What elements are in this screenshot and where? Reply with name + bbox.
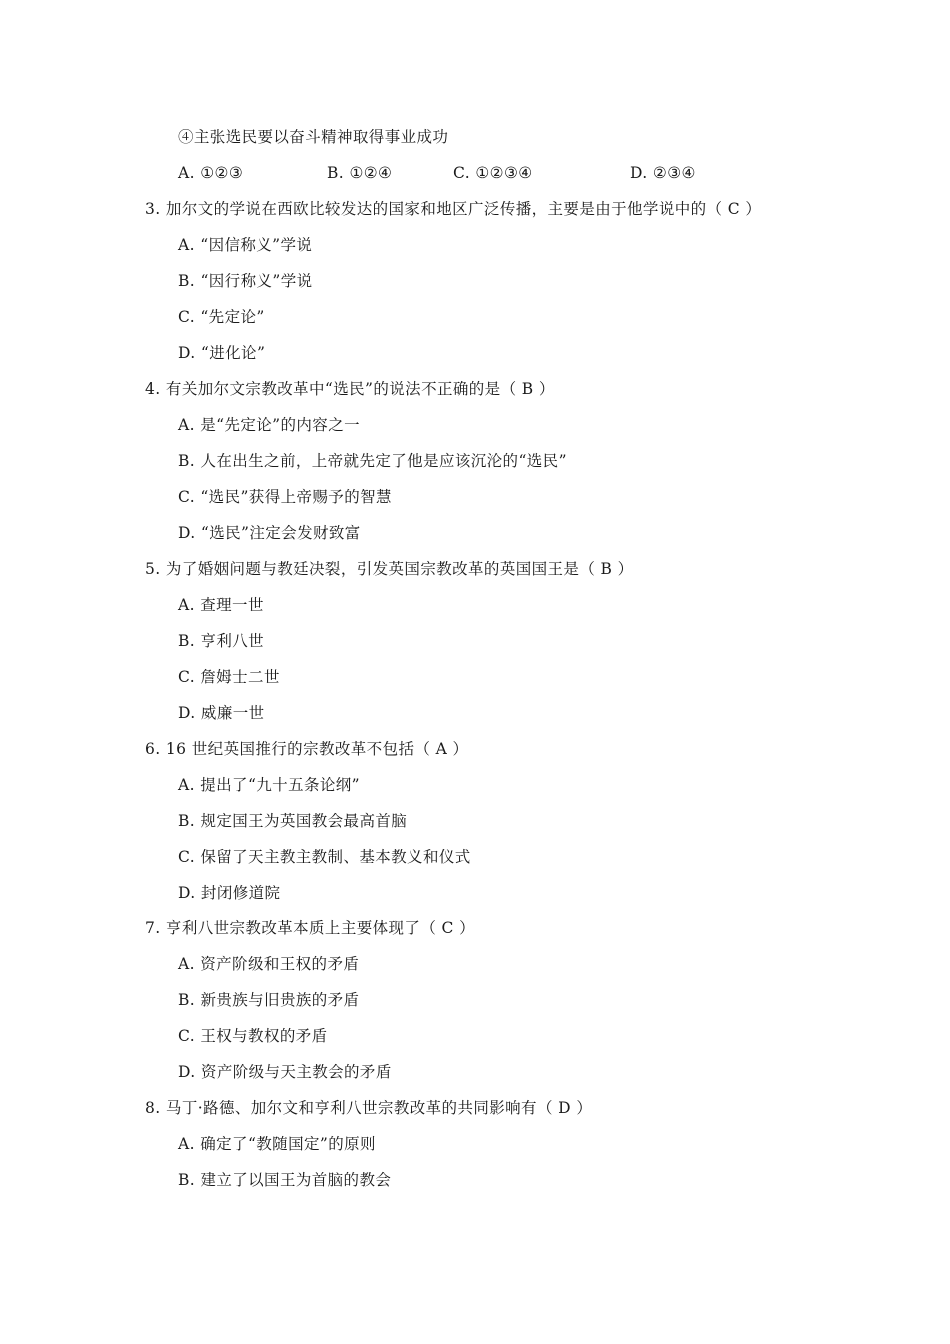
question-5-stem: 5. 为了婚姻问题与教廷决裂，引发英国宗教改革的英国国王是（ B ） (145, 560, 634, 578)
question-5-option-b: B. 亨利八世 (178, 632, 265, 650)
answer-choices-row (0, 163, 950, 183)
question-4-option-d: D. “选民”注定会发财致富 (178, 524, 361, 542)
statement-4: ④主张选民要以奋斗精神取得事业成功 (178, 128, 449, 146)
question-7-option-c: C. 王权与教权的矛盾 (178, 1027, 328, 1045)
question-7-option-d: D. 资产阶级与天主教会的矛盾 (178, 1063, 392, 1081)
question-6-option-a: A. 提出了“九十五条论纲” (178, 776, 360, 794)
question-4-option-c: C. “选民”获得上帝赐予的智慧 (178, 488, 392, 506)
question-5-option-d: D. 威廉一世 (178, 704, 265, 722)
question-3-stem: 3. 加尔文的学说在西欧比较发达的国家和地区广泛传播，主要是由于他学说中的（ C ） (145, 200, 762, 218)
question-5-option-a: A. 查理一世 (178, 596, 264, 614)
choice-a: A. ①②③ (178, 164, 244, 182)
choice-b: B. ①②④ (327, 164, 393, 182)
choice-c: C. ①②③④ (453, 164, 533, 182)
question-3-option-a: A. “因信称义”学说 (178, 236, 313, 254)
question-6-option-d: D. 封闭修道院 (178, 884, 281, 902)
question-7-option-a: A. 资产阶级和王权的矛盾 (178, 955, 360, 973)
question-7-stem: 7. 亨利八世宗教改革本质上主要体现了（ C ） (145, 919, 476, 937)
question-4-option-b: B. 人在出生之前，上帝就先定了他是应该沉沦的“选民” (178, 452, 567, 470)
question-6-option-c: C. 保留了天主教主教制、基本教义和仪式 (178, 848, 471, 866)
question-5-option-c: C. 詹姆士二世 (178, 668, 280, 686)
question-4-stem: 4. 有关加尔文宗教改革中“选民”的说法不正确的是（ B ） (145, 380, 555, 398)
question-8-option-b: B. 建立了以国王为首脑的教会 (178, 1171, 392, 1189)
question-3-option-b: B. “因行称义”学说 (178, 272, 313, 290)
question-7-option-b: B. 新贵族与旧贵族的矛盾 (178, 991, 360, 1009)
question-8-stem: 8. 马丁·路德、加尔文和亨利八世宗教改革的共同影响有（ D ） (145, 1099, 593, 1117)
question-6-option-b: B. 规定国王为英国教会最高首脑 (178, 812, 408, 830)
question-4-option-a: A. 是“先定论”的内容之一 (178, 416, 360, 434)
question-8-option-a: A. 确定了“教随国定”的原则 (178, 1135, 376, 1153)
choice-d: D. ②③④ (630, 164, 696, 182)
question-6-stem: 6. 16 世纪英国推行的宗教改革不包括（ A ） (145, 740, 469, 758)
question-3-option-d: D. “进化论” (178, 344, 266, 362)
question-3-option-c: C. “先定论” (178, 308, 265, 326)
